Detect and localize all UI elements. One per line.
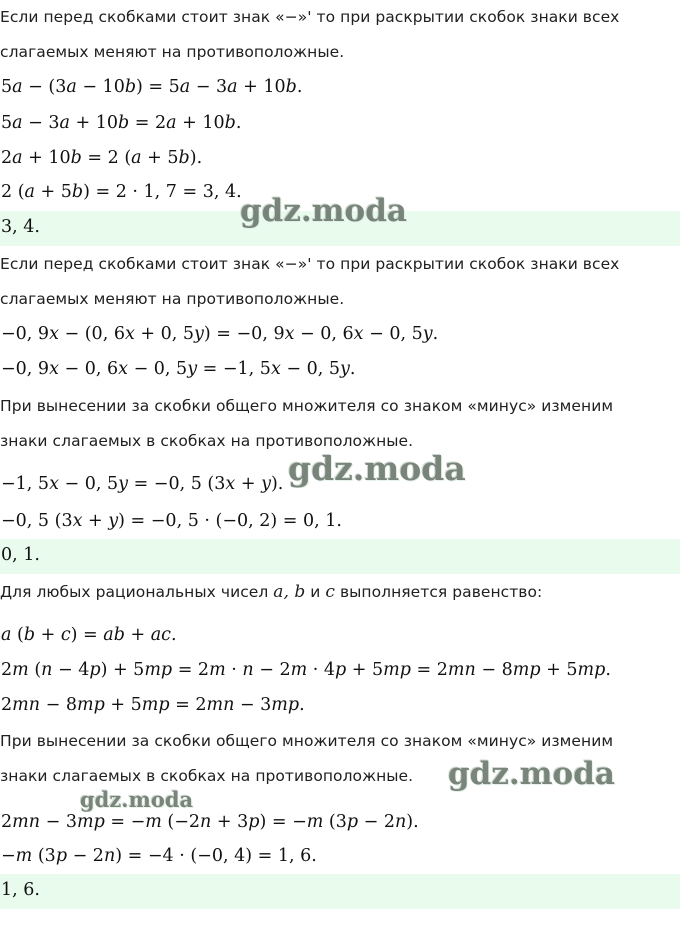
rule-text: знаки слагаемых в скобках на противоположные. — [0, 767, 414, 785]
math-line: 2m (n − 4p) + 5mp = 2m · n − 2m · 4p + 5mp = 2mn − 8mp + 5mp. — [1, 660, 611, 680]
answer-text: 3, 4. — [1, 217, 40, 237]
rule-text: Если перед скобками стоит знак «−»' то при раскрытии скобок знаки всех — [0, 255, 620, 273]
math-line: −1, 5x − 0, 5y = −0, 5 (3x + y). — [1, 474, 284, 494]
answer-box — [0, 874, 680, 909]
watermark-logo: gdz.moda — [288, 449, 466, 488]
rule-text: знаки слагаемых в скобках на противоположные. — [0, 432, 414, 450]
rule-text: слагаемых меняют на противоположные. — [0, 43, 345, 61]
rule-var: c — [325, 582, 335, 602]
answer-box — [0, 539, 680, 574]
watermark-logo: gdz.moda — [448, 756, 615, 792]
watermark-logo: gdz.moda — [240, 193, 407, 229]
math-line: −m (3p − 2n) = −4 · (−0, 4) = 1, 6. — [1, 846, 317, 866]
rule-text: При вынесении за скобки общего множителя со знаком «минус» изменим — [0, 732, 614, 750]
math-line: −0, 9x − (0, 6x + 0, 5y) = −0, 9x − 0, 6x − 0, 5y. — [1, 324, 439, 344]
answer-box — [0, 211, 680, 246]
math-line: −0, 9x − 0, 6x − 0, 5y = −1, 5x − 0, 5y. — [1, 359, 356, 379]
math-line: 5a − (3a − 10b) = 5a − 3a + 10b. — [1, 77, 303, 97]
rule-text: слагаемых меняют на противоположные. — [0, 290, 345, 308]
math-line: a (b + c) = ab + ac. — [1, 625, 177, 645]
math-line: −0, 5 (3x + y) = −0, 5 · (−0, 2) = 0, 1. — [1, 511, 342, 531]
math-line: 2mn − 3mp = −m (−2n + 3p) = −m (3p − 2n). — [1, 812, 419, 832]
watermark-logo: gdz.moda — [80, 787, 194, 812]
rule-text — [0, 582, 680, 602]
rule-prefix: Для любых рациональных чисел — [0, 583, 274, 601]
answer-text: 0, 1. — [1, 545, 40, 565]
rule-text: Если перед скобками стоит знак «−»' то при раскрытии скобок знаки всех — [0, 8, 620, 26]
rule-var: a, b — [273, 582, 306, 602]
rule-text: При вынесении за скобки общего множителя со знаком «минус» изменим — [0, 397, 614, 415]
math-line: 5a − 3a + 10b = 2a + 10b. — [1, 113, 242, 133]
math-line: 2a + 10b = 2 (a + 5b). — [1, 148, 203, 168]
rule-suffix: выполняется равенство: — [334, 583, 543, 601]
rule-and: и — [305, 583, 326, 601]
math-line: 2mn − 8mp + 5mp = 2mn − 3mp. — [1, 695, 305, 715]
answer-text: 1, 6. — [1, 880, 40, 900]
math-line: 2 (a + 5b) = 2 · 1, 7 = 3, 4. — [1, 182, 242, 202]
